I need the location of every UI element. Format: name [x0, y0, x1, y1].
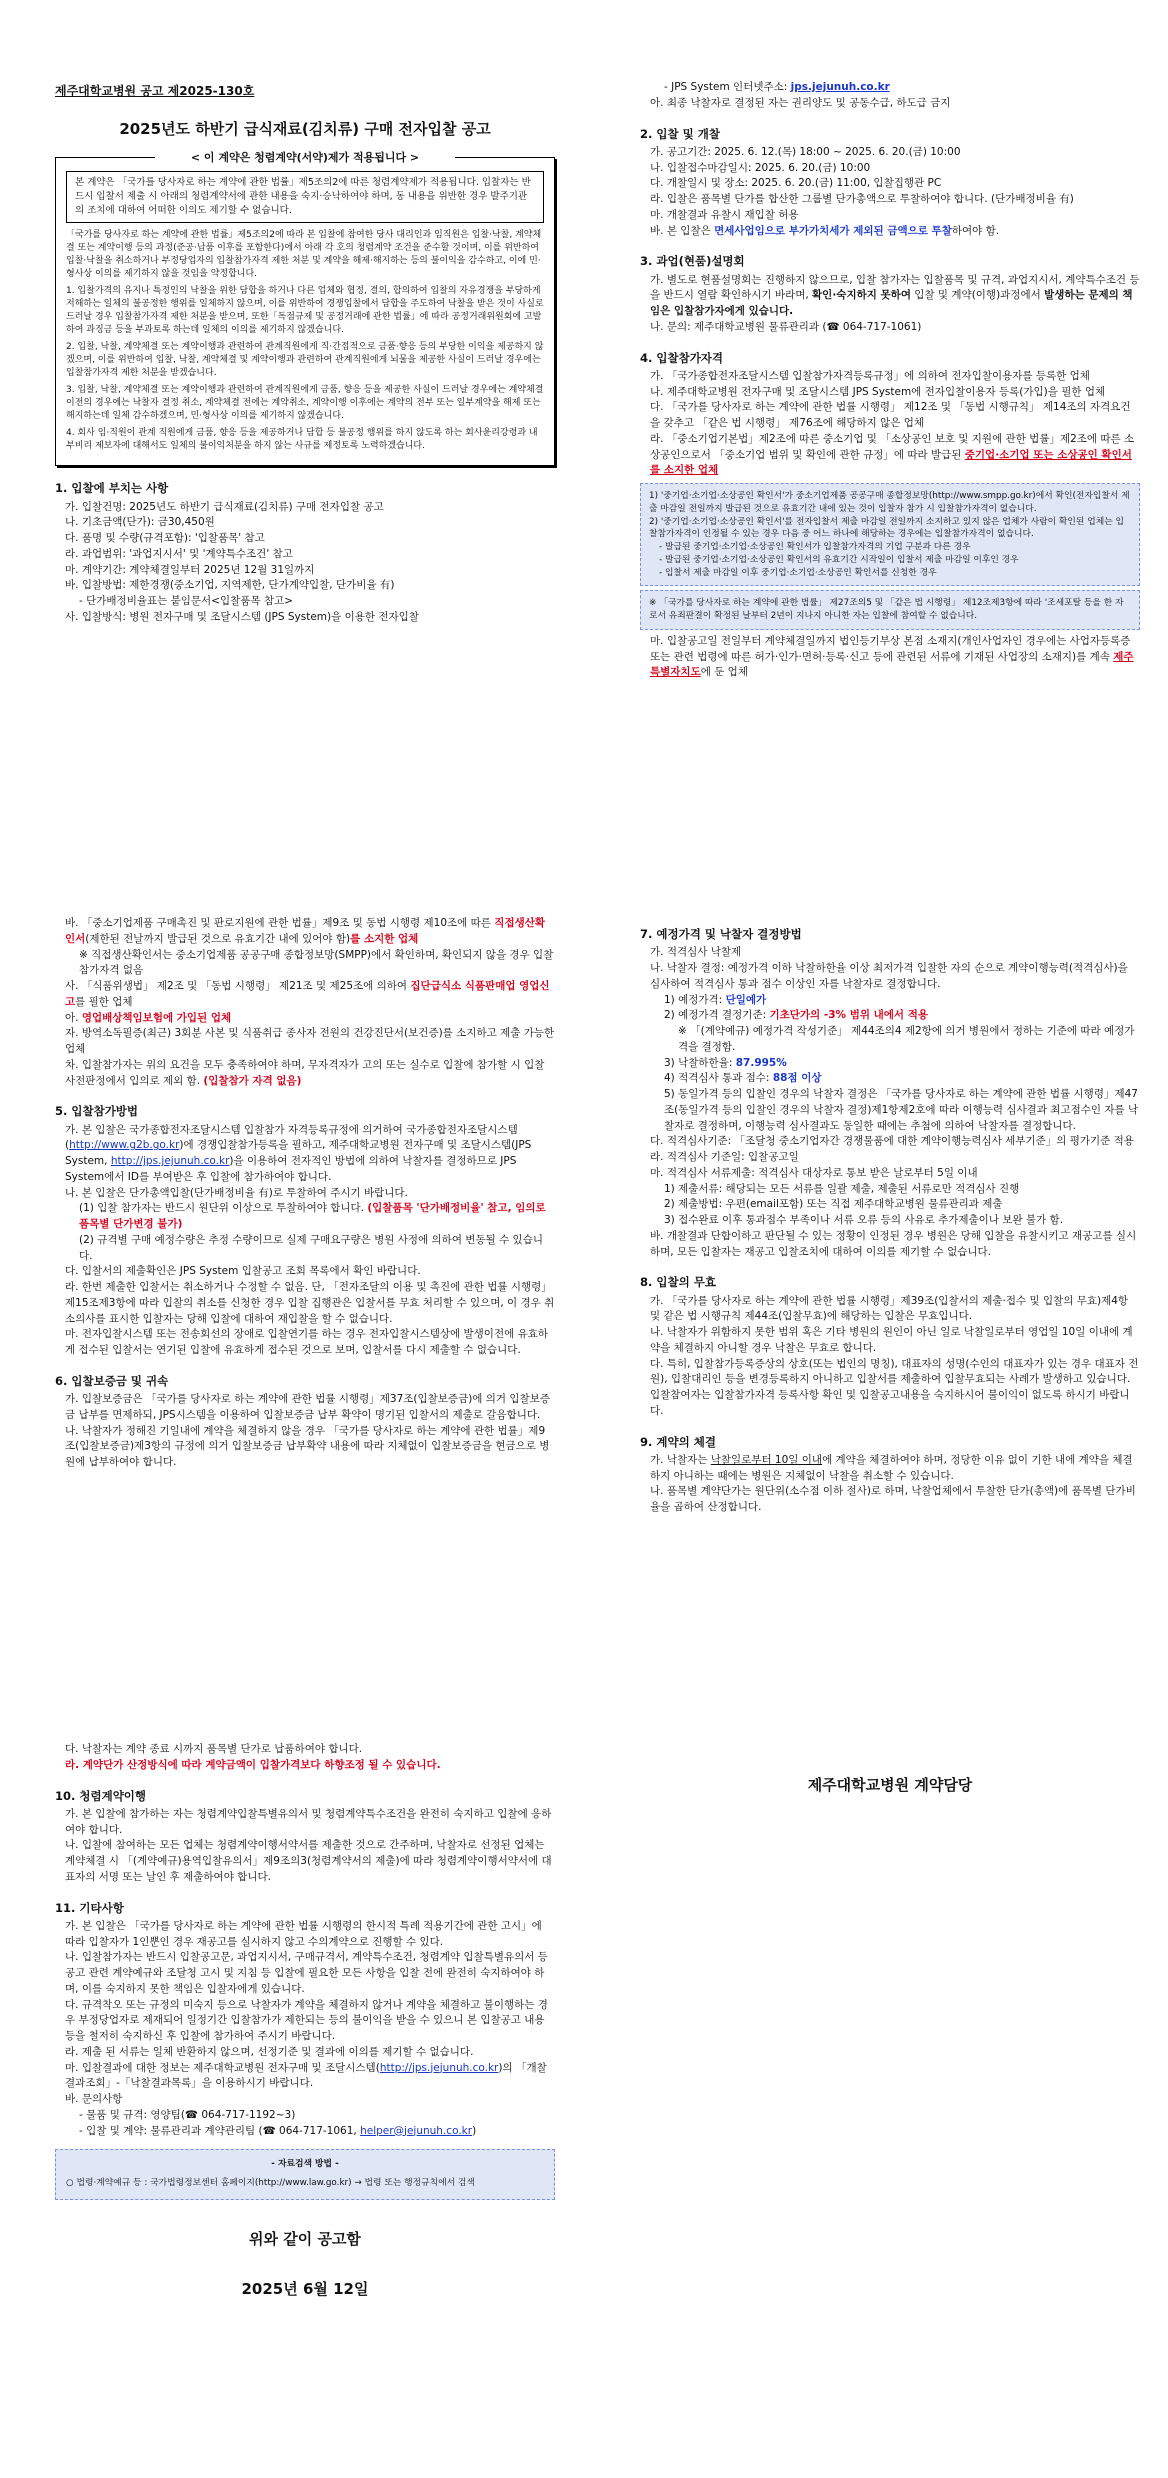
s7-item-d: 라. 적격심사 기준일: 입찰공고일: [650, 1151, 799, 1163]
s7-item-e2: 2) 제출방법: 우편(email포함) 또는 직접 제주대학교병원 물류관리과 제출: [664, 1198, 1003, 1211]
jps-address: - JPS System 인터넷주소: jps.jejunuh.co.kr: [664, 81, 890, 93]
s1-item-e: 마. 계약기간: 계약체결일부터 2025년 12월 31일까지: [65, 563, 315, 576]
s7-item-c: 다. 적격심사기준: 「조달청 중소기업자간 경쟁물품에 대한 계약이행능력심사 세부기준」의 평가기준 적용: [650, 1135, 1134, 1148]
s5-item-c: 다. 입찰서의 제출확인은 JPS System 입찰공고 조회 목록에서 확인 바랍니다.: [65, 1265, 421, 1278]
s11-item-b: 나. 입찰참가자는 반드시 입찰공고문, 과업지시서, 구매규격서, 계약특수조건, 청렴계약 입찰특별유의서 등 공고 관련 계약예규와 조달청 고시 및 지침 등 입찰에 필요한 모든 사항을 입찰 전에 완전히 숙지하여야 하며, 이를 숙지하지 못한 책임은 입찰자에게 있습니다.: [65, 1951, 548, 1995]
page-1: [0, 0, 1168, 826]
section-10-heading: 10. 청렴계약이행: [55, 1788, 147, 1803]
integrity-pledge-intro: 「국가를 당사자로 하는 계약에 관한 법률」제5조의2에 따라 본 입찰에 참여한 당사 대리인과 임직원은 입찰·낙찰, 계약체결 또는 계약이행 등의 과정(준공·납품 이후를 포함한다)에서 아래 각 호의 청렴계약 조건을 준수할 것이며, 이를 위반하여 입찰·낙찰을 취소하거나 부정당업자의 입찰참가자격 제한 처분 및 계약을 해제·해지하는 등의 불이익을 감수하고, 이에 민·형사상 이의를 제기하지 않을 것임을 약정합니다.: [66, 229, 542, 279]
s1-item-a: 가. 입찰건명: 2025년도 하반기 급식재료(김치류) 구매 전자입찰 공고: [65, 500, 384, 513]
s6-item-b: 나. 낙찰자가 정해진 기일내에 계약을 체결하지 않을 경우 「국가를 당사자로 하는 계약에 관한 법률」제9조(입찰보증금)제3항의 규정에 의거 입찰보증금 납부확약 내용에 따라 지체없이 입찰보증금을 현금으로 병원에 납부하여야 합니다.: [65, 1424, 550, 1468]
section-9-heading: 9. 계약의 체결: [640, 1434, 716, 1449]
integrity-pledge-item-4: 4. 회사 임·직원이 관계 직원에게 금품, 향응 등을 제공하거나 담합 등 불공정 행위를 하지 않도록 하는 회사윤리강령과 내부비리 제보자에 대해서도 일체의 불이익처분을 하지 않는 사규를 제정토록 노력하겠습니다.: [66, 428, 538, 452]
s11-item-c: 다. 규격착오 또는 규정의 미숙지 등으로 낙찰자가 계약을 체결하지 않거나 계약을 체결하고 불이행하는 경우 부정당업자로 제재되어 일정기간 입찰참가가 제한되는 등의 불이익을 받을 수 있으니 본 입찰공고 내용 등을 철저히 숙지하신 후 입찰에 참가하여 주시기 바랍니다.: [65, 1998, 548, 2042]
s1-item-b: 나. 기초금액(단가): 금30,450원: [65, 516, 215, 529]
s7-item-e3: 3) 접수완료 이후 통과점수 부족이나 서류 오류 등의 사유로 추가제출이나 보완 불가 함.: [664, 1214, 1064, 1226]
tax-evasion-note-box: ※ 「국가를 당사자로 하는 계약에 관한 법률」 제27조의5 및 「같은 법 시행령」 제12조제3항에 따라 '조세포탈 등을 한 자로서 유죄판결이 확정된 날부터 2년이 지나지 아니한 자는 입찰에 참여할 수 없습니다.: [640, 590, 1140, 630]
certificate-note-2: 2) '중기업·소기업·소상공인 확인서'를 전자입찰서 제출 마감일 전일까지 소지하고 있지 않은 업체가 사람이 확인된 업체는 입찰참가자격이 인정될 수 있는 경우 다음 중 어느 하나에 해당하는 경우에는 입찰참가자격이 없습니다.: [649, 516, 1124, 540]
s11-item-d: 라. 제출 된 서류는 일체 반환하지 않으며, 선정기준 및 결과에 이의를 제기할 수 없습니다.: [65, 2045, 474, 2058]
section-3-heading: 3. 과업(현품)설명회: [640, 254, 745, 269]
s9-item-d: 라. 계약단가 산정방식에 따라 계약금액이 입찰가격보다 하향조정 될 수 있습니다.: [65, 1758, 441, 1771]
jps-link[interactable]: jps.jejunuh.co.kr: [790, 81, 890, 93]
integrity-notice-box: [55, 150, 555, 467]
s11-item-a: 가. 본 입찰은 「국가를 당사자로 하는 계약에 관한 법률 시행령의 한시적 특례 적용기간에 관한 고시」에 따라 입찰자가 1인뿐인 경우 재공고를 실시하지 않고 수의계약으로 진행할 수 있다.: [65, 1919, 542, 1948]
closing-statement: 위와 같이 공고함: [249, 2229, 361, 2248]
section-11-heading: 11. 기타사항: [55, 1900, 124, 1915]
s6-item-a: 가. 입찰보증금은 「국가를 당사자로 하는 계약에 관한 법률 시행령」제37조(입찰보증금)에 의거 입찰보증금 납부를 면제하되, JPS시스템을 이용하여 입찰보증금 납부 확약이 명기된 입찰서의 제출로 갈음합니다.: [65, 1393, 550, 1421]
section-1-heading: 1. 입찰에 부치는 사항: [55, 481, 169, 496]
s11-item-f: 바. 문의사항: [65, 2093, 123, 2105]
s1-item-f: 바. 입찰방법: 제한경쟁(중소기업, 지역제한, 단가계약입찰, 단가비율 有): [65, 579, 395, 592]
section-7-heading: 7. 예정가격 및 낙찰자 결정방법: [640, 927, 802, 941]
s5-item-b2: (2) 규격별 구매 예정수량은 추정 수량이므로 실제 구매요구량은 병원 사정에 의하여 변동될 수 있습니다.: [79, 1233, 543, 1262]
s5-item-b: 나. 본 입찰은 단가총액입찰(단가배정비율 有)로 투찰하여 주시기 바랍니다.: [65, 1186, 408, 1199]
g2b-link[interactable]: http://www.g2b.go.kr: [69, 1139, 180, 1152]
s5-item-a: 가. 본 입찰은 국가종합전자조달시스템 입찰참가 자격등록규정에 의거하여 국가종합전자조달시스템(http://www.g2b.go.kr)에 경쟁입찰참가등록을 필하고, 제주대학교병원 전자구매 및 조달시스템(JPS System, http://jps.jejunuh.co.kr)을 이용하여 전자적인 방법에 의하여 낙찰자를 결정하므로 JPS System에서 ID를 부여받은 후 입찰에 참가하여야 합니다.: [65, 1123, 532, 1183]
s4-item-e: 마. 입찰공고일 전일부터 계약체결일까지 법인등기부상 본점 소재지(개인사업자인 경우에는 사업자등록증 또는 관련 법령에 따른 허가·인가·면허·등록·신고 등에 관련된 서류에 기재된 사업장의 소재지)를 계속 제주특별자치도에 둔 업체: [650, 634, 1134, 679]
page-1-left-column: [55, 0, 555, 626]
s7-item-b: 나. 낙찰자 결정: 예정가격 이하 낙찰하한율 이상 최저가격 입찰한 자의 순으로 계약이행능력(적격심사)을 심사하여 적격심사 통과 점수 이상인 자를 낙찰자로 결정합니다.: [650, 962, 1128, 990]
page-3-left-column: [55, 1742, 555, 2301]
integrity-notice-summary: 본 계약은 「국가를 당사자로 하는 계약에 관한 법률」제5조의2에 따른 청렴계약제가 적용됩니다. 입찰자는 반드시 입찰서 제출 시 아래의 청렴계약서에 관한 내용을 숙지·승낙하여야 하며, 동 내용을 위반한 경우 발주기관의 조치에 대하여 어떠한 이의도 제기할 수 없습니다.: [66, 171, 544, 222]
s7-item-b2: 2) 예정가격 결정기준: 기초단가의 -3% 범위 내에서 적용: [664, 1009, 929, 1022]
s2-item-b: 나. 입찰접수마감일시: 2025. 6. 20.(금) 10:00: [650, 161, 871, 174]
s4-item-g: 사. 「식품위생법」 제2조 및 「동법 시행령」 제21조 및 제25조에 의하여 집단급식소 식품판매업 영업신고를 필한 업체: [65, 980, 550, 1008]
s3-item-a: 가. 별도로 현품설명회는 진행하지 않으므로, 입찰 참가자는 입찰품목 및 규격, 과업지시서, 계약특수조건 등을 반드시 열람 확인하시기 바라며, 확인·숙지하지 못하여 입찰 및 계약(이행)과정에서 발생하는 문제의 책임은 입찰참가자에게 있습니다.: [650, 273, 1140, 317]
certificate-note-box: [640, 483, 1140, 586]
s2-item-e: 마. 개찰결과 유찰시 재입찰 허용: [650, 208, 799, 221]
section-6-heading: 6. 입찰보증금 및 귀속: [55, 1373, 169, 1388]
reference-search-body: ○ 법령·계약예규 등 : 국가법령정보센터 홈페이지(http://www.law.go.kr) → 법령 또는 행정규칙에서 검색: [66, 2178, 475, 2189]
jps-link-2[interactable]: http://jps.jejunuh.co.kr: [110, 1155, 230, 1167]
s7-item-a: 가. 적격심사 낙찰제: [650, 946, 742, 959]
reference-search-box: [55, 2149, 555, 2199]
s11-item-f1: - 물품 및 규격: 영양팀(☎ 064-717-1192~3): [79, 2108, 296, 2121]
section-4-heading: 4. 입찰참가자격: [640, 350, 724, 365]
section-8-heading: 8. 입찰의 무효: [640, 1275, 716, 1290]
s8-item-a: 가. 「국가를 당사자로 하는 계약에 관한 법률 시행령」제39조(입찰서의 제출·접수 및 입찰의 무효)제4항 및 같은 법 시행규칙 제44조(입찰무효)에 해당하는 입찰은 무효입니다.: [650, 1294, 1129, 1323]
s2-item-d: 라. 입찰은 품목별 단가를 합산한 그룹별 단가총액으로 투찰하여야 합니다. (단가배정비율 有): [650, 193, 1074, 205]
s8-item-c: 다. 특히, 입찰참가등록증상의 상호(또는 법인의 명칭), 대표자의 성명(수인의 대표자가 있는 경우 대표자 전원), 입찰대리인 등을 변경등록하지 아니하고 입찰서를 제출하여 입찰무효되는 사례가 발생하고 있습니다. 입찰참여자는 입찰참가자격 등록사항 확인 및 입찰공고내용을 숙지하시어 불이익이 없도록 하시기 바랍니다.: [650, 1357, 1139, 1417]
certificate-note-1: 1) '중기업·소기업·소상공인 확인서'가 중소기업제품 공공구매 종합정보망(http://www.smpp.go.kr)에서 확인(전자입찰서 제출 마감일 전일까지 발급된 것으로 유효기간 내에 있는 것이 입찰자 참가 시 입찰참가자격이 없습니다.: [649, 491, 1130, 514]
s2-item-c: 다. 개찰일시 및 장소: 2025. 6. 20.(금) 11:00, 입찰집행관 PC: [650, 177, 942, 190]
s4-item-h: 아. 영업배상책임보험에 가입된 업체: [65, 1011, 232, 1024]
s2-item-a: 가. 공고기간: 2025. 6. 12.(목) 18:00 ~ 2025. 6. 20.(금) 10:00: [650, 145, 961, 158]
integrity-pledge-item-3: 3. 입찰, 낙찰, 계약체결 또는 계약이행과 관련하여 관계직원에게 금품, 향응 등을 제공한 사실이 드러날 경우에는 계약체결 이전의 경우에는 낙찰자 결정 취소, 계약체결 전에는 계약취소, 계약이행 이후에는 계약의 전부 또는 일부계약을 해제 또는 해지하는데 일체 감수하겠으며, 민·형사상 이의를 제기하지 않겠습니다.: [66, 385, 544, 422]
s1-item-d: 라. 과업범위: '과업지시서' 및 '계약특수조건' 참고: [65, 547, 293, 560]
s9-item-b: 나. 품목별 계약단가는 원단위(소수점 이하 절사)로 하며, 낙찰업체에서 투찰한 단가(총액)에 품목별 단가비율을 곱하여 산정합니다.: [650, 1485, 1136, 1513]
s4-item-d: 라. 「중소기업기본법」제2조에 따른 중소기업 및 「소상공인 보호 및 지원에 관한 법률」제2조에 따른 소상공인으로서 「중소기업 범위 및 확인에 관한 규정」에 따라 발급된 중기업·소기업 또는 소상공인 확인서를 소지한 업체: [650, 432, 1135, 477]
s7-item-b3: 3) 낙찰하한율: 87.995%: [664, 1056, 787, 1069]
s5-item-b1: (1) 입찰 참가자는 반드시 원단위 이상으로 투찰하여야 합니다. (입찰품목 '단가배정비율' 참고, 임의로 품목별 단가변경 불가): [79, 1202, 546, 1230]
s9-item-c: 다. 낙찰자는 계약 종료 시까지 품목별 단가로 납품하여야 합니다.: [65, 1743, 363, 1755]
s7-item-f: 바. 개찰결과 단합이하고 판단될 수 있는 정황이 인정된 경우 병원은 당해 입찰을 유찰시키고 재공고를 실시하며, 모든 입찰자는 재공고 입찰조치에 대하여 이의를 제기할 수 없습니다.: [650, 1229, 1137, 1258]
integrity-pledge-item-2: 2. 입찰, 낙찰, 계약체결 또는 계약이행과 관련하여 관계직원에게 직·간접적으로 금품·향응 등의 부당한 이익을 제공하지 않겠으며, 이를 위반하여 입찰, 낙찰, 계약체결 및 계약이행과 관련하여 관계직원에게 뇌물을 제공한 사실이 드러날 경우에는 입찰참가자격 제한 처분을 받겠습니다.: [66, 342, 544, 379]
s1-item-f-note: - 단가배정비율표는 붙임문서<입찰품목 참고>: [79, 595, 293, 608]
s2-item-f: 바. 본 입찰은 면세사업임으로 부가가치세가 제외된 금액으로 투찰하여야 함.: [650, 224, 1000, 237]
s4-item-f-note: ※ 직접생산확인서는 중소기업제품 공공구매 종합정보망(SMPP)에서 확인하며, 확인되지 않을 경우 입찰참가자격 없음: [79, 948, 554, 977]
section-2-heading: 2. 입찰 및 개찰: [640, 126, 720, 141]
s10-item-b: 나. 입찰에 참여하는 모든 업체는 청렴계약이행서약서를 제출한 것으로 간주하며, 낙찰자로 선정된 업체는 계약체결 시 「(계약예규)용역입찰유의서」제9조의3(청렴계약서의 제출)에 따라 청렴계약이행서약서에 대표자의 서명 또는 날인 후 제출하여야 합니다.: [65, 1839, 552, 1883]
jps-link-3[interactable]: http://jps.jejunuh.co.kr: [379, 2061, 499, 2074]
s4-item-f: 바. 「중소기업제품 구매촉진 및 판로지원에 관한 법률」제9조 및 동법 시행령 제10조에 따른 직접생산확인서(제한된 전날까지 발급된 것으로 유효기간 내에 있어야 함)를 소지한 업체: [65, 917, 546, 945]
s7-item-b4: 4) 적격심사 통과 점수: 88점 이상: [664, 1072, 822, 1085]
document-number: 제주대학교병원 공고 제2025-130호: [55, 84, 255, 98]
s4-item-a: 가. 「국가종합전자조달시스템 입찰참가자격등록규정」에 의하여 전자입찰이용자를 등록한 업체: [650, 369, 1090, 382]
s5-item-e: 마. 전자입찰시스템 또는 전송회선의 장애로 입찰연기를 하는 경우 전자입찰시스템상에 발생이전에 유효하게 접수된 입찰서는 연기된 입찰에 유효하게 접수된 것으로 보며, 입찰서를 다시 제출할 수 없습니다.: [65, 1328, 549, 1356]
page-2: [0, 826, 1168, 1652]
page-2-left-column: [55, 916, 555, 1471]
announcement-date: 2025년 6월 12일: [241, 2280, 369, 2299]
s7-item-b1: 1) 예정가격: 단일예가: [664, 993, 767, 1006]
page-1-right-column: [640, 80, 1140, 681]
s7-item-e: 마. 적격심사 서류제출: 적격심사 대상자로 통보 받은 날로부터 5일 이내: [650, 1166, 978, 1179]
s8-item-b: 나. 낙찰자가 위함하지 못한 범위 혹은 기타 병원의 원인이 아닌 일로 낙찰일로부터 영업일 10일 이내에 계약을 체결하지 아니할 경우 낙찰은 무효로 합니다.: [650, 1326, 1133, 1354]
s5-item-d: 라. 한번 제출한 입찰서는 취소하거나 수정할 수 없음. 단, 「전자조달의 이용 및 촉진에 관한 법률 시행령」제15조제3항에 따라 입찰의 취소를 신청한 경우 입찰 집행관은 입찰서를 무효 처리할 수 있으며, 이 경우 취소의사를 표시한 입찰자는 당해 입찰에 대하여 재입찰을 할 수 없습니다.: [65, 1281, 555, 1325]
s7-item-b5: 5) 동일가격 등의 입찰인 경우의 낙찰자 결정은 「국가를 당사자로 하는 계약에 관한 법률 시행령」제47조(동일가격 등의 입찰인 경우의 낙찰자 결정)제1항제2호에 따라 이행능력 심사결과 최고점수인 자를 낙찰자로 결정하며, 이행능력 심사결과도 동일한 때에는 추첨에 의하여 낙찰자를 결정합니다.: [664, 1088, 1139, 1132]
s7-item-b2-note: ※ 「(계약예규) 예정가격 작성기준」 제44조의4 제2항에 의거 병원에서 정하는 기준에 따라 예정가격을 결정함.: [678, 1025, 1135, 1053]
s1-item-g: 사. 입찰방식: 병원 전자구매 및 조달시스템 (JPS System)을 이용한 전자입찰: [65, 610, 419, 623]
integrity-notice-heading: < 이 계약은 청렴계약(서약)제가 적용됩니다 >: [155, 150, 455, 166]
s7-item-e1: 1) 제출서류: 해당되는 모든 서류를 일괄 제출, 제출된 서류로만 적격심사 진행: [664, 1182, 1020, 1195]
s10-item-a: 가. 본 입찰에 참가하는 자는 청렴계약입찰특별유의서 및 청렴계약특수조건을 완전히 숙지하고 입찰에 응하여야 합니다.: [65, 1807, 552, 1836]
s4-item-j: 차. 입찰참가자는 위의 요건을 모두 충족하여야 하며, 무자격자가 고의 또는 실수로 입찰에 참가할 시 입찰 사전판정에서 입의로 제외 함. (입찰참가 자격 없음): [65, 1058, 545, 1087]
page-2-right-column: [640, 912, 1140, 1516]
s3-item-b: 나. 문의: 제주대학교병원 물류관리과 (☎ 064-717-1061): [650, 320, 922, 333]
certificate-note-2b: - 발급된 중기업·소기업·소상공인 확인서의 유효기간 시작일이 입찰서 제출 마감일 이후인 경우: [659, 554, 1019, 565]
certificate-note-2a: - 발급된 중기업·소기업·소상공인 확인서가 입찰참가자격의 기업 구분과 다른 경우: [659, 542, 971, 552]
s4-item-i: 자. 방역소독필증(최근) 3회분 사본 및 식품취급 종사자 전원의 건강진단서(보건증)를 소지하고 제출 가능한 업체: [65, 1027, 555, 1055]
page-title: 2025년도 하반기 급식재료(김치류) 구매 전자입찰 공고: [119, 120, 491, 138]
page-3-right-column: [640, 1774, 1140, 1797]
section-5-heading: 5. 입찰참가방법: [55, 1104, 139, 1119]
s11-item-f2: - 입찰 및 계약: 물류관리과 계약관리팀 (☎ 064-717-1061, helper@jejunuh.co.kr): [79, 2124, 477, 2137]
page-3: [0, 1652, 1168, 2478]
s9-item-a: 가. 낙찰자는 낙찰일로부터 10일 이내에 계약을 체결하여야 하며, 정당한 이유 없이 기한 내에 계약을 체결하지 아니하는 때에는 병원은 지체없이 낙찰을 취소할 수 있습니다.: [650, 1453, 1133, 1482]
certificate-note-2c: - 입찰서 제출 마감일 이후 중기업·소기업·소상공인 확인서를 신청한 경우: [659, 567, 937, 578]
helper-email-link[interactable]: helper@jejunuh.co.kr: [360, 2124, 473, 2137]
s11-item-e: 마. 입찰결과에 대한 정보는 제주대학교병원 전자구매 및 조달시스템(http://jps.jejunuh.co.kr)의 「개찰결과조회」-「낙찰결과목록」을 이용하시기 바랍니다.: [65, 2061, 547, 2090]
s1-item-h: 아. 최종 낙찰자로 결정된 자는 권리양도 및 공동수급, 하도급 금지: [650, 96, 951, 109]
s4-item-c: 다. 「국가를 당사자로 하는 계약에 관한 법률 시행령」 제12조 및 「동법 시행규칙」 제14조의 자격요건을 갖추고 「같은 법 시행령」 제76조에 해당하지 않은 업체: [650, 401, 1131, 429]
integrity-pledge-item-1: 1. 입찰가격의 유지나 특정인의 낙찰을 위한 담합을 하거나 다른 업체와 협정, 결의, 합의하여 입찰의 자유경쟁을 부당하게 저해하는 일체의 불공정한 행위를 일체하지 않으며, 이를 위반하여 경쟁입찰에서 담합을 주도하여 낙찰을 받은 것이 사실로 드러날 경우 입찰참가자격 제한 처분을 받으며, 또한「독점규제 및 공정거래에 관한 법률」에 따라 공정거래위원회에 고발하여 과징금 등을 부과토록 하는데 일체의 이의를 제기하지 않겠습니다.: [66, 285, 544, 336]
signature-block: 제주대학교병원 계약담당: [807, 1776, 973, 1794]
reference-search-title: - 자료검색 방법 -: [271, 2159, 339, 2170]
s4-item-b: 나. 제주대학교병원 전자구매 및 조달시스템 JPS System에 전자입찰이용자 등록(가입)을 필한 업체: [650, 385, 1106, 398]
s1-item-c: 다. 품명 및 수량(규격포함): '입찰품목' 참고: [65, 532, 265, 545]
